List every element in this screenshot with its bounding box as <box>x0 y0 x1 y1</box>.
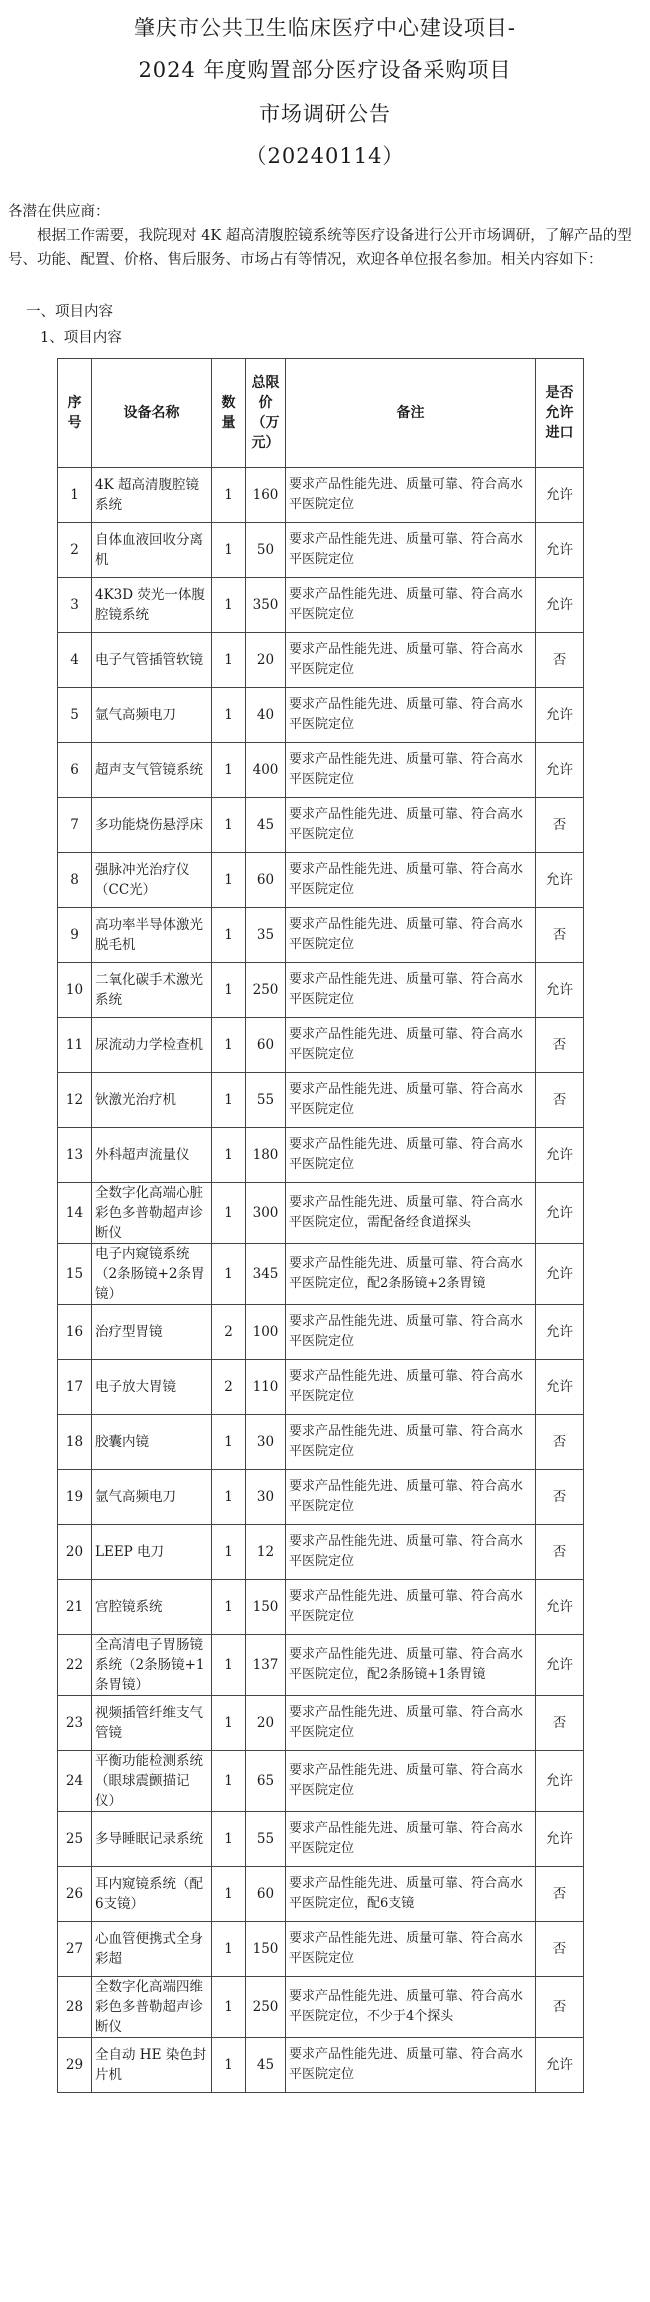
cell-name: 超声支气管镜系统 <box>92 743 212 798</box>
cell-note: 要求产品性能先进、质量可靠、符合高水平医院定位 <box>286 1018 536 1073</box>
cell-name: 4K 超高清腹腔镜系统 <box>92 468 212 523</box>
cell-qty: 1 <box>212 1922 246 1977</box>
cell-note: 要求产品性能先进、质量可靠、符合高水平医院定位 <box>286 1922 536 1977</box>
table-row <box>58 578 584 633</box>
cell-import: 否 <box>536 1696 584 1751</box>
cell-price: 350 <box>246 578 286 633</box>
table-row <box>58 1305 584 1360</box>
cell-qty: 1 <box>212 1580 246 1635</box>
cell-name: 全自动 HE 染色封片机 <box>92 2038 212 2093</box>
cell-name: 电子内窥镜系统（2条肠镜+2条胃镜） <box>92 1244 212 1305</box>
table-row <box>58 1415 584 1470</box>
cell-no: 20 <box>58 1525 92 1580</box>
cell-name: 高功率半导体激光脱毛机 <box>92 908 212 963</box>
cell-qty: 1 <box>212 2038 246 2093</box>
cell-price: 110 <box>246 1360 286 1415</box>
table-row <box>58 1867 584 1922</box>
cell-no: 22 <box>58 1635 92 1696</box>
header-price: 总限价（万元） <box>246 359 286 468</box>
cell-note: 要求产品性能先进、质量可靠、符合高水平医院定位 <box>286 743 536 798</box>
cell-import: 否 <box>536 1018 584 1073</box>
cell-no: 1 <box>58 468 92 523</box>
cell-note: 要求产品性能先进、质量可靠、符合高水平医院定位 <box>286 523 536 578</box>
cell-qty: 1 <box>212 1128 246 1183</box>
cell-import: 允许 <box>536 2038 584 2093</box>
cell-name: 全数字化高端四维彩色多普勒超声诊断仪 <box>92 1977 212 2038</box>
cell-price: 100 <box>246 1305 286 1360</box>
cell-import: 否 <box>536 798 584 853</box>
equipment-table <box>57 358 584 2093</box>
cell-price: 20 <box>246 633 286 688</box>
cell-note: 要求产品性能先进、质量可靠、符合高水平医院定位 <box>286 1073 536 1128</box>
table-row <box>58 2038 584 2093</box>
table-row <box>58 1525 584 1580</box>
cell-import: 否 <box>536 1470 584 1525</box>
cell-name: 心血管便携式全身彩超 <box>92 1922 212 1977</box>
cell-no: 14 <box>58 1183 92 1244</box>
cell-no: 27 <box>58 1922 92 1977</box>
cell-qty: 1 <box>212 908 246 963</box>
cell-import: 否 <box>536 1073 584 1128</box>
cell-note: 要求产品性能先进、质量可靠、符合高水平医院定位 <box>286 1415 536 1470</box>
table-row <box>58 633 584 688</box>
table-row <box>58 1183 584 1244</box>
section-heading: 一、项目内容 <box>26 304 113 320</box>
cell-name: 耳内窥镜系统（配6支镜） <box>92 1867 212 1922</box>
cell-name: 平衡功能检测系统（眼球震颤描记仪） <box>92 1751 212 1812</box>
cell-price: 250 <box>246 1977 286 2038</box>
cell-note: 要求产品性能先进、质量可靠、符合高水平医院定位 <box>286 1812 536 1867</box>
cell-name: 电子气管插管软镜 <box>92 633 212 688</box>
cell-import: 允许 <box>536 1305 584 1360</box>
cell-price: 50 <box>246 523 286 578</box>
cell-no: 15 <box>58 1244 92 1305</box>
cell-qty: 1 <box>212 1635 246 1696</box>
cell-price: 45 <box>246 798 286 853</box>
cell-price: 150 <box>246 1580 286 1635</box>
table-row <box>58 1018 584 1073</box>
cell-price: 30 <box>246 1415 286 1470</box>
cell-name: LEEP 电刀 <box>92 1525 212 1580</box>
cell-name: 钬激光治疗机 <box>92 1073 212 1128</box>
cell-import: 否 <box>536 1415 584 1470</box>
cell-qty: 1 <box>212 633 246 688</box>
cell-note: 要求产品性能先进、质量可靠、符合高水平医院定位 <box>286 853 536 908</box>
table-row <box>58 1922 584 1977</box>
cell-no: 8 <box>58 853 92 908</box>
table-row <box>58 688 584 743</box>
cell-qty: 1 <box>212 1977 246 2038</box>
cell-price: 60 <box>246 853 286 908</box>
header-note: 备注 <box>286 359 536 468</box>
cell-no: 4 <box>58 633 92 688</box>
cell-no: 26 <box>58 1867 92 1922</box>
cell-no: 23 <box>58 1696 92 1751</box>
cell-price: 55 <box>246 1812 286 1867</box>
table-row <box>58 468 584 523</box>
table-row <box>58 1751 584 1812</box>
cell-qty: 1 <box>212 1470 246 1525</box>
cell-note: 要求产品性能先进、质量可靠、符合高水平医院定位 <box>286 1580 536 1635</box>
cell-qty: 1 <box>212 578 246 633</box>
cell-no: 2 <box>58 523 92 578</box>
greeting: 各潜在供应商： <box>8 204 110 220</box>
title-line-3: 市场调研公告 <box>259 102 391 126</box>
cell-no: 17 <box>58 1360 92 1415</box>
cell-name: 电子放大胃镜 <box>92 1360 212 1415</box>
header-name: 设备名称 <box>92 359 212 468</box>
cell-qty: 1 <box>212 688 246 743</box>
cell-price: 45 <box>246 2038 286 2093</box>
cell-name: 多导睡眠记录系统 <box>92 1812 212 1867</box>
table-row <box>58 963 584 1018</box>
title-line-1: 肇庆市公共卫生临床医疗中心建设项目- <box>133 16 517 40</box>
cell-import: 否 <box>536 1525 584 1580</box>
cell-import: 允许 <box>536 688 584 743</box>
cell-price: 12 <box>246 1525 286 1580</box>
header-import: 是否允许进口 <box>536 359 584 468</box>
cell-name: 全数字化高端心脏彩色多普勒超声诊断仪 <box>92 1183 212 1244</box>
cell-qty: 1 <box>212 963 246 1018</box>
cell-note: 要求产品性能先进、质量可靠、符合高水平医院定位，配6支镜 <box>286 1867 536 1922</box>
cell-no: 18 <box>58 1415 92 1470</box>
cell-import: 允许 <box>536 963 584 1018</box>
cell-import: 允许 <box>536 1244 584 1305</box>
cell-name: 多功能烧伤悬浮床 <box>92 798 212 853</box>
table-row <box>58 1696 584 1751</box>
cell-no: 12 <box>58 1073 92 1128</box>
cell-import: 允许 <box>536 1635 584 1696</box>
cell-no: 9 <box>58 908 92 963</box>
cell-name: 宫腔镜系统 <box>92 1580 212 1635</box>
cell-qty: 2 <box>212 1360 246 1415</box>
cell-price: 55 <box>246 1073 286 1128</box>
cell-note: 要求产品性能先进、质量可靠、符合高水平医院定位 <box>286 1470 536 1525</box>
table-row <box>58 1244 584 1305</box>
intro-paragraph: 根据工作需要，我院现对 4K 超高清腹腔镜系统等医疗设备进行公开市场调研，了解产品的型号、功能、配置、价格、售后服务、市场占有等情况，欢迎各单位报名参加。相关内容如下： <box>8 228 632 268</box>
cell-price: 20 <box>246 1696 286 1751</box>
title-line-2: 2024 年度购置部分医疗设备采购项目 <box>138 58 512 82</box>
cell-qty: 1 <box>212 853 246 908</box>
cell-name: 胶囊内镜 <box>92 1415 212 1470</box>
cell-qty: 1 <box>212 798 246 853</box>
cell-no: 25 <box>58 1812 92 1867</box>
cell-note: 要求产品性能先进、质量可靠、符合高水平医院定位 <box>286 963 536 1018</box>
cell-price: 160 <box>246 468 286 523</box>
cell-note: 要求产品性能先进、质量可靠、符合高水平医院定位 <box>286 468 536 523</box>
cell-name: 全高清电子胃肠镜系统（2条肠镜+1条胃镜） <box>92 1635 212 1696</box>
cell-note: 要求产品性能先进、质量可靠、符合高水平医院定位 <box>286 1696 536 1751</box>
cell-price: 35 <box>246 908 286 963</box>
cell-import: 允许 <box>536 743 584 798</box>
title-line-4: （20240114） <box>245 144 405 168</box>
cell-import: 允许 <box>536 1580 584 1635</box>
cell-name: 强脉冲光治疗仪（CC光） <box>92 853 212 908</box>
table-row <box>58 743 584 798</box>
cell-no: 5 <box>58 688 92 743</box>
cell-qty: 1 <box>212 1867 246 1922</box>
cell-name: 氩气高频电刀 <box>92 688 212 743</box>
cell-qty: 1 <box>212 743 246 798</box>
cell-note: 要求产品性能先进、质量可靠、符合高水平医院定位 <box>286 2038 536 2093</box>
table-row <box>58 1073 584 1128</box>
cell-price: 65 <box>246 1751 286 1812</box>
cell-name: 二氧化碳手术激光系统 <box>92 963 212 1018</box>
cell-import: 否 <box>536 1977 584 2038</box>
cell-note: 要求产品性能先进、质量可靠、符合高水平医院定位，配2条肠镜+2条胃镜 <box>286 1244 536 1305</box>
table-row <box>58 1635 584 1696</box>
cell-name: 氩气高频电刀 <box>92 1470 212 1525</box>
cell-qty: 2 <box>212 1305 246 1360</box>
cell-qty: 1 <box>212 523 246 578</box>
cell-no: 21 <box>58 1580 92 1635</box>
cell-name: 视频插管纤维支气管镜 <box>92 1696 212 1751</box>
cell-qty: 1 <box>212 1244 246 1305</box>
cell-qty: 1 <box>212 1415 246 1470</box>
table-row <box>58 523 584 578</box>
header-qty: 数量 <box>212 359 246 468</box>
table-row <box>58 1812 584 1867</box>
cell-qty: 1 <box>212 1696 246 1751</box>
cell-note: 要求产品性能先进、质量可靠、符合高水平医院定位 <box>286 1751 536 1812</box>
cell-note: 要求产品性能先进、质量可靠、符合高水平医院定位 <box>286 908 536 963</box>
cell-price: 250 <box>246 963 286 1018</box>
cell-price: 137 <box>246 1635 286 1696</box>
table-row <box>58 908 584 963</box>
table-row <box>58 1977 584 2038</box>
cell-price: 400 <box>246 743 286 798</box>
cell-note: 要求产品性能先进、质量可靠、符合高水平医院定位 <box>286 1305 536 1360</box>
cell-import: 允许 <box>536 468 584 523</box>
cell-qty: 1 <box>212 468 246 523</box>
cell-price: 30 <box>246 1470 286 1525</box>
cell-no: 13 <box>58 1128 92 1183</box>
cell-import: 否 <box>536 1867 584 1922</box>
table-row <box>58 1470 584 1525</box>
cell-no: 16 <box>58 1305 92 1360</box>
cell-note: 要求产品性能先进、质量可靠、符合高水平医院定位 <box>286 1360 536 1415</box>
cell-no: 10 <box>58 963 92 1018</box>
table-header-row <box>58 359 584 468</box>
cell-import: 允许 <box>536 1812 584 1867</box>
table-row <box>58 853 584 908</box>
cell-import: 允许 <box>536 523 584 578</box>
table-body <box>58 468 584 2093</box>
cell-price: 40 <box>246 688 286 743</box>
cell-price: 300 <box>246 1183 286 1244</box>
cell-name: 外科超声流量仪 <box>92 1128 212 1183</box>
header-no: 序号 <box>58 359 92 468</box>
cell-name: 尿流动力学检查机 <box>92 1018 212 1073</box>
cell-note: 要求产品性能先进、质量可靠、符合高水平医院定位，配2条肠镜+1条胃镜 <box>286 1635 536 1696</box>
cell-price: 60 <box>246 1018 286 1073</box>
cell-qty: 1 <box>212 1183 246 1244</box>
cell-qty: 1 <box>212 1018 246 1073</box>
cell-note: 要求产品性能先进、质量可靠、符合高水平医院定位，需配备经食道探头 <box>286 1183 536 1244</box>
cell-qty: 1 <box>212 1812 246 1867</box>
cell-import: 允许 <box>536 1128 584 1183</box>
cell-import: 否 <box>536 908 584 963</box>
cell-note: 要求产品性能先进、质量可靠、符合高水平医院定位 <box>286 578 536 633</box>
cell-note: 要求产品性能先进、质量可靠、符合高水平医院定位 <box>286 633 536 688</box>
cell-no: 29 <box>58 2038 92 2093</box>
cell-no: 3 <box>58 578 92 633</box>
cell-no: 24 <box>58 1751 92 1812</box>
cell-no: 11 <box>58 1018 92 1073</box>
table-row <box>58 1128 584 1183</box>
cell-note: 要求产品性能先进、质量可靠、符合高水平医院定位 <box>286 688 536 743</box>
cell-qty: 1 <box>212 1751 246 1812</box>
cell-qty: 1 <box>212 1525 246 1580</box>
subsection-heading: 1、项目内容 <box>40 330 122 346</box>
cell-no: 19 <box>58 1470 92 1525</box>
cell-no: 28 <box>58 1977 92 2038</box>
cell-price: 150 <box>246 1922 286 1977</box>
cell-no: 6 <box>58 743 92 798</box>
cell-price: 180 <box>246 1128 286 1183</box>
cell-import: 否 <box>536 1922 584 1977</box>
table-row <box>58 798 584 853</box>
cell-import: 允许 <box>536 853 584 908</box>
cell-import: 允许 <box>536 1751 584 1812</box>
cell-name: 4K3D 荧光一体腹腔镜系统 <box>92 578 212 633</box>
cell-import: 允许 <box>536 1183 584 1244</box>
table-row <box>58 1580 584 1635</box>
cell-name: 自体血液回收分离机 <box>92 523 212 578</box>
cell-note: 要求产品性能先进、质量可靠、符合高水平医院定位，不少于4个探头 <box>286 1977 536 2038</box>
cell-qty: 1 <box>212 1073 246 1128</box>
cell-note: 要求产品性能先进、质量可靠、符合高水平医院定位 <box>286 798 536 853</box>
cell-price: 345 <box>246 1244 286 1305</box>
cell-note: 要求产品性能先进、质量可靠、符合高水平医院定位 <box>286 1128 536 1183</box>
cell-name: 治疗型胃镜 <box>92 1305 212 1360</box>
cell-no: 7 <box>58 798 92 853</box>
cell-import: 允许 <box>536 1360 584 1415</box>
cell-import: 允许 <box>536 578 584 633</box>
cell-note: 要求产品性能先进、质量可靠、符合高水平医院定位 <box>286 1525 536 1580</box>
cell-price: 60 <box>246 1867 286 1922</box>
table-row <box>58 1360 584 1415</box>
cell-import: 否 <box>536 633 584 688</box>
